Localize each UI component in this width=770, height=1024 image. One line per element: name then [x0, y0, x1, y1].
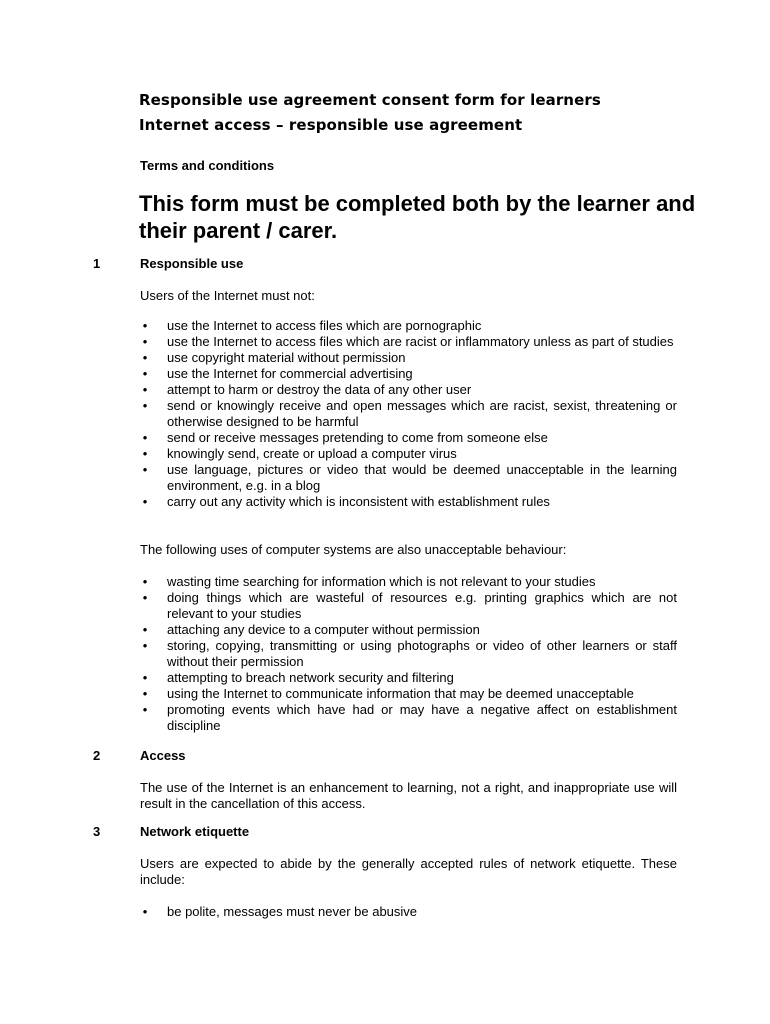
bullet-icon: •	[142, 462, 148, 477]
list-item	[140, 350, 677, 366]
list-item	[140, 670, 677, 686]
bullet-icon: •	[142, 334, 148, 349]
bullet-icon: •	[142, 670, 148, 685]
bullet-icon: •	[142, 430, 148, 445]
section-intro-2: The following uses of computer systems are also unacceptable behaviour:	[140, 542, 567, 557]
section-title-access: Access	[140, 748, 186, 763]
form-heading: Responsible use agreement consent form for learners	[139, 91, 601, 109]
list-item-text: wasting time searching for information which is not relevant to your studies	[167, 574, 596, 589]
section-title-network-etiquette: Network etiquette	[140, 824, 250, 839]
list-item-text: doing things which are wasteful of resources e.g. printing graphics which are not relevant to your studies	[167, 590, 677, 621]
list-item-text: be polite, messages must never be abusive	[167, 904, 418, 919]
section-number: 3	[93, 824, 101, 839]
section-text-network-etiquette: Users are expected to abide by the generally accepted rules of network etiquette. These include:	[140, 856, 677, 887]
list-item-text: use copyright material without permission	[167, 350, 406, 365]
list-item-text: promoting events which have had or may have a negative affect on establishment discipline	[167, 702, 677, 733]
main-title: This form must be completed both by the learner and their parent / carer.	[139, 191, 696, 243]
form-subheading: Internet access – responsible use agreement	[139, 116, 523, 134]
etiquette-list	[140, 904, 677, 920]
list-item	[140, 366, 677, 382]
list-item-text: attempting to breach network security and filtering	[167, 670, 454, 685]
list-item	[140, 382, 677, 398]
terms-label: Terms and conditions	[140, 158, 275, 173]
bullet-icon: •	[142, 366, 148, 381]
bullet-icon: •	[142, 446, 148, 461]
list-item	[140, 574, 677, 590]
list-item-text: send or receive messages pretending to come from someone else	[167, 430, 548, 445]
list-item-text: use the Internet to access files which are pornographic	[167, 318, 482, 333]
bullet-icon: •	[142, 382, 148, 397]
list-item	[140, 904, 677, 920]
list-item-text: send or knowingly receive and open messages which are racist, sexist, threatening or otherwise designed to be harmful	[167, 398, 677, 429]
bullet-icon: •	[142, 638, 148, 653]
bullet-icon: •	[142, 904, 148, 919]
list-item-text: attaching any device to a computer without permission	[167, 622, 480, 637]
list-item	[140, 622, 677, 638]
list-item	[140, 590, 677, 622]
list-item	[140, 430, 677, 446]
list-item-text: carry out any activity which is inconsistent with establishment rules	[167, 494, 550, 509]
list-item	[140, 334, 677, 350]
bullet-icon: •	[142, 702, 148, 717]
list-item-text: use language, pictures or video that would be deemed unacceptable in the learning environment, e.g. in a blog	[167, 462, 677, 493]
unacceptable-behaviour-list	[140, 574, 677, 734]
list-item-text: knowingly send, create or upload a computer virus	[167, 446, 457, 461]
bullet-icon: •	[142, 350, 148, 365]
list-item-text: use the Internet for commercial advertising	[167, 366, 413, 381]
list-item	[140, 702, 677, 734]
list-item	[140, 446, 677, 462]
list-item-text: using the Internet to communicate information that may be deemed unacceptable	[167, 686, 634, 701]
list-item-text: use the Internet to access files which are racist or inflammatory unless as part of studies	[167, 334, 674, 349]
list-item	[140, 398, 677, 430]
list-item	[140, 318, 677, 334]
bullet-icon: •	[142, 398, 148, 413]
bullet-icon: •	[142, 574, 148, 589]
bullet-icon: •	[142, 318, 148, 333]
prohibited-uses-list	[140, 318, 677, 510]
list-item	[140, 686, 677, 702]
bullet-icon: •	[142, 622, 148, 637]
bullet-icon: •	[142, 590, 148, 605]
section-number: 2	[93, 748, 101, 763]
bullet-icon: •	[142, 494, 148, 509]
list-item-text: storing, copying, transmitting or using photographs or video of other learners or staff without their permission	[167, 638, 677, 669]
list-item	[140, 462, 677, 494]
section-text-access: The use of the Internet is an enhancement to learning, not a right, and inappropriate use will result in the cancellation of this access.	[140, 780, 677, 811]
section-number: 1	[93, 256, 101, 271]
list-item	[140, 638, 677, 670]
list-item	[140, 494, 677, 510]
list-item-text: attempt to harm or destroy the data of any other user	[167, 382, 472, 397]
section-title-responsible-use: Responsible use	[140, 256, 244, 271]
section-intro: Users of the Internet must not:	[140, 288, 315, 303]
bullet-icon: •	[142, 686, 148, 701]
